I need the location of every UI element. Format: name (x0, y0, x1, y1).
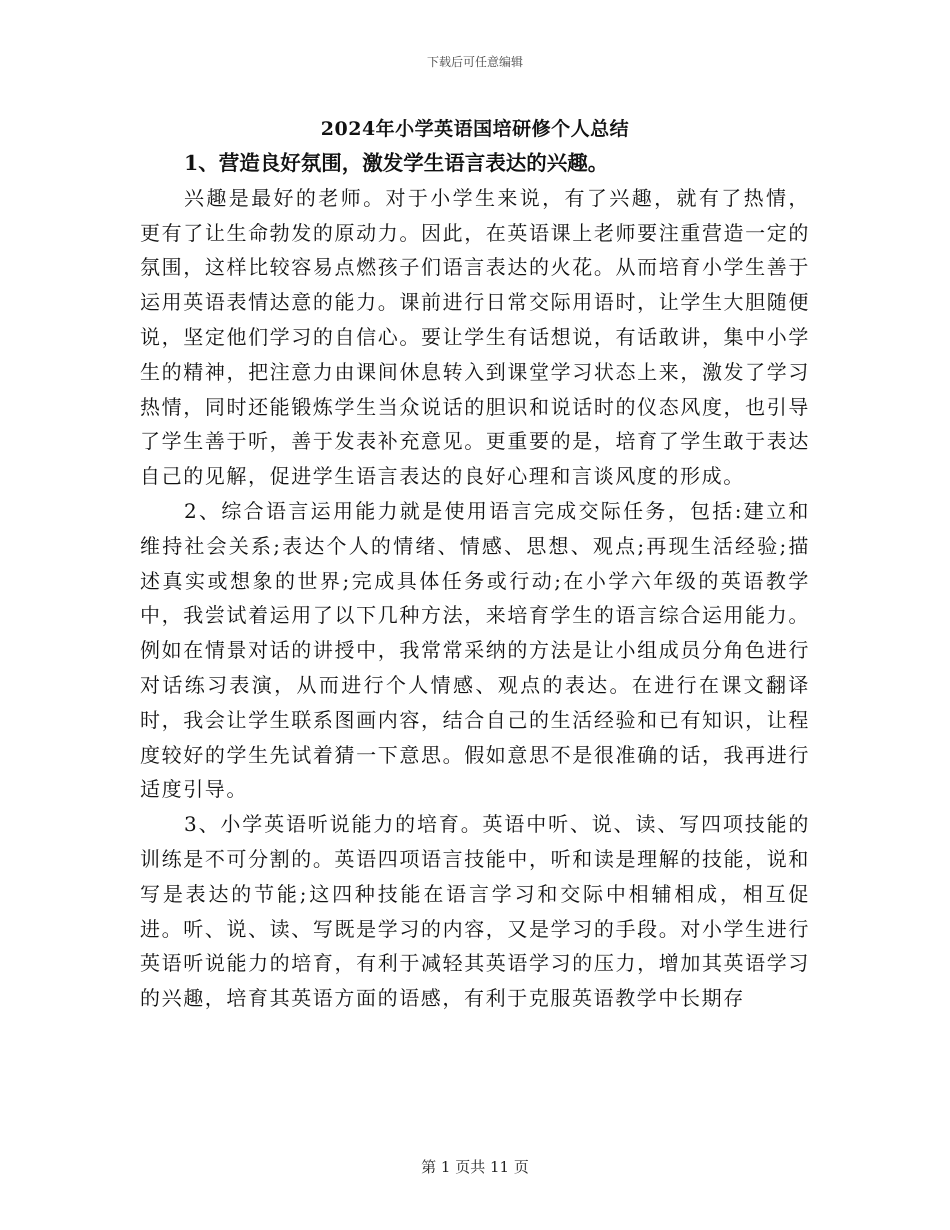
page-footer: 第 1 页共 11 页 (421, 1158, 529, 1176)
paragraph-2: 2、综合语言运用能力就是使用语言完成交际任务，包括:建立和维持社会关系;表达个人的情绪、情感、思想、观点;再现生活经验;描述真实或想象的世界;完成具体任务或行动;在小学六年级的英语教学中，我尝试着运用了以下几种方法，来培育学生的语言综合运用能力。例如在情景对话的讲授中，我常常采纳的方法是让小组成员分角色进行对话练习表演，从而进行个人情感、观点的表达。在进行在课文翻译时，我会让学生联系图画内容，结合自己的生活经验和已有知识，让程度较好的学生先试着猜一下意思。假如意思不是很准确的话，我再进行适度引导。 (140, 498, 810, 802)
document-body (140, 146, 810, 1016)
header-note: 下载后可任意编辑 (426, 55, 523, 69)
paragraph-3: 3、小学英语听说能力的培育。英语中听、说、读、写四项技能的训练是不可分割的。英语四项语言技能中，听和读是理解的技能，说和写是表达的节能;这四种技能在语言学习和交际中相辅相成，相互促进。听、说、读、写既是学习的内容，又是学习的手段。对小学生进行英语听说能力的培育，有利于减轻其英语学习的压力，增加其英语学习的兴趣，培育其英语方面的语感，有利于克服英语教学中长期存 (140, 812, 810, 1011)
document-title: 2024年小学英语国培研修个人总结 (320, 118, 630, 140)
section-heading: 1、营造良好氛围，激发学生语言表达的兴趣。 (184, 151, 609, 175)
paragraph-1: 兴趣是最好的老师。对于小学生来说，有了兴趣，就有了热情，更有了让生命勃发的原动力。因此，在英语课上老师要注重营造一定的氛围，这样比较容易点燃孩子们语言表达的火花。从而培育小学生善于运用英语表情达意的能力。课前进行日常交际用语时，让学生大胆随便说，坚定他们学习的自信心。要让学生有话想说，有话敢讲，集中小学生的精神，把注意力由课间休息转入到课堂学习状态上来，激发了学习热情，同时还能锻炼学生当众说话的胆识和说话时的仪态风度，也引导了学生善于听，善于发表补充意见。更重要的是，培育了学生敢于表达自己的见解，促进学生语言表达的良好心理和言谈风度的形成。 (140, 185, 810, 489)
